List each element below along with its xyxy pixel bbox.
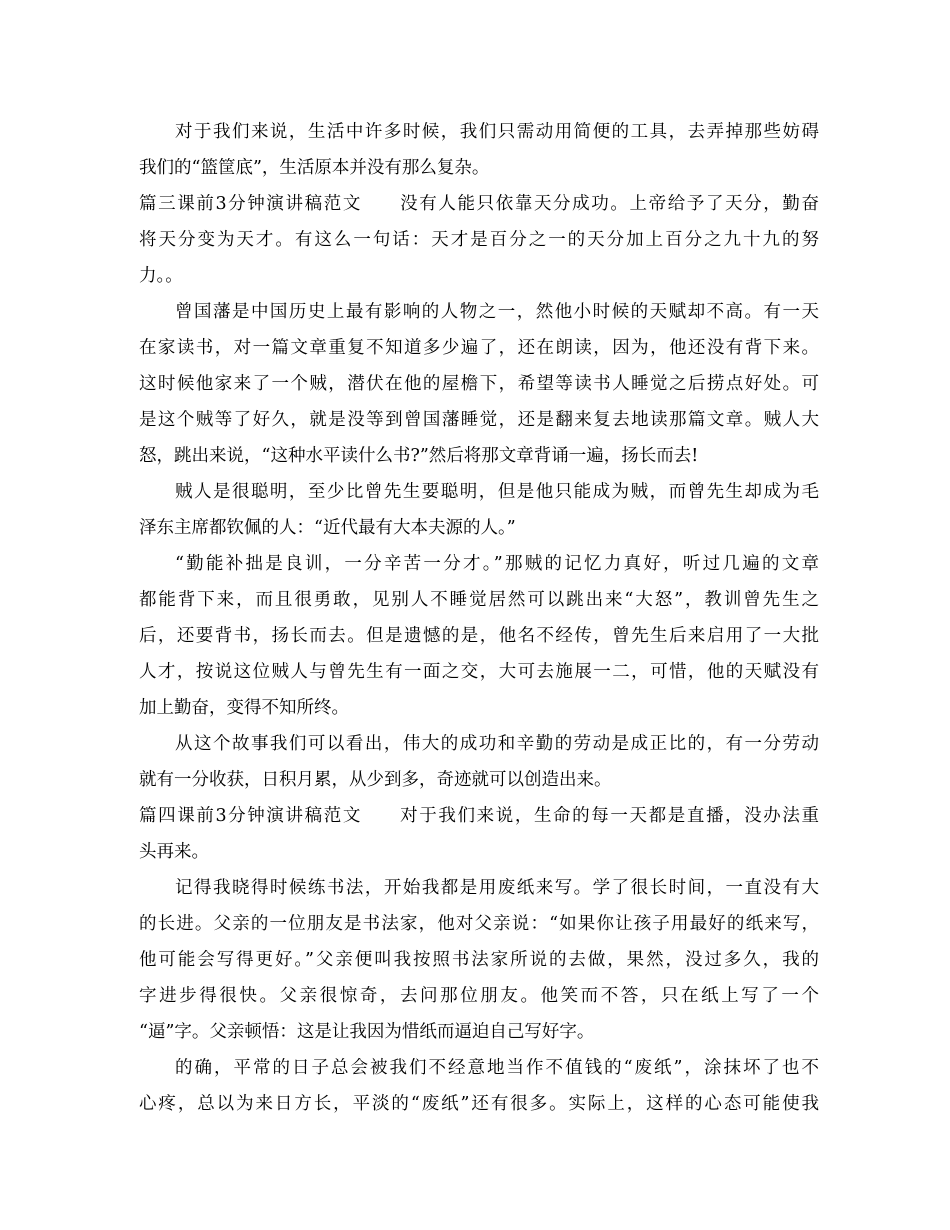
text-line: 力。。 <box>139 266 183 286</box>
section-heading-line: 篇三课前3分钟演讲稿范文 没有人能只依靠天分成功。上帝给予了天分，勤奋 <box>139 194 819 214</box>
text-line: “勤能补拙是良训，一分辛苦一分才。”那贼的记忆力真好，听过几遍的文章 <box>175 554 819 574</box>
text-line: 就有一分收获，日积月累，从少到多，奇迹就可以创造出来。 <box>139 770 612 790</box>
text-line: 他可能会写得更好。”父亲便叫我按照书法家所说的去做，果然，没过多久，我的 <box>139 950 819 970</box>
text-line: 加上勤奋，变得不知所终。 <box>139 698 349 718</box>
text-line: 都能背下来，而且很勇敢，见别人不睡觉居然可以跳出来“大怒”，教训曾先生之 <box>139 590 819 610</box>
text-line: 这时候他家来了一个贼，潜伏在他的屋檐下，希望等读书人睡觉之后捞点好处。可 <box>139 374 819 394</box>
text-line: 字进步得很快。父亲很惊奇，去问那位朋友。他笑而不答，只在纸上写了一个 <box>139 986 819 1006</box>
text-line: 头再来。 <box>139 842 209 862</box>
text-line: 将天分变为天才。有这么一句话：天才是百分之一的天分加上百分之九十九的努 <box>139 230 819 250</box>
text-line: 人才，按说这位贼人与曾先生有一面之交，大可去施展一二，可惜，他的天赋没有 <box>139 662 819 682</box>
text-line: 的确，平常的日子总会被我们不经意地当作不值钱的“废纸”，涂抹坏了也不 <box>175 1058 819 1078</box>
text-line: 的长进。父亲的一位朋友是书法家，他对父亲说：“如果你让孩子用最好的纸来写， <box>139 914 819 934</box>
text-line: 曾国藩是中国历史上最有影响的人物之一，然他小时候的天赋却不高。有一天 <box>175 302 819 322</box>
text-line: 贼人是很聪明，至少比曾先生要聪明，但是他只能成为贼，而曾先生却成为毛 <box>175 482 819 502</box>
text-line: 怒，跳出来说，“这种水平读什么书?”然后将那文章背诵一遍，扬长而去! <box>139 446 699 466</box>
text-line: 我们的“篮筐底”，生活原本并没有那么复杂。 <box>139 158 490 178</box>
text-line: 在家读书，对一篇文章重复不知道多少遍了，还在朗读，因为，他还没有背下来。 <box>139 338 819 358</box>
text-line: 后，还要背书，扬长而去。但是遗憾的是，他名不经传，曾先生后来启用了一大批 <box>139 626 819 646</box>
section-heading-line: 篇四课前3分钟演讲稿范文 对于我们来说，生命的每一天都是直播，没办法重 <box>139 806 819 826</box>
text-line: 泽东主席都钦佩的人：“近代最有大本夫源的人。” <box>139 518 516 538</box>
text-line: 是这个贼等了好久，就是没等到曾国藩睡觉，还是翻来复去地读那篇文章。贼人大 <box>139 410 819 430</box>
text-line: 对于我们来说，生活中许多时候，我们只需动用简便的工具，去弄掉那些妨碍 <box>175 122 819 142</box>
text-line: 记得我晓得时候练书法，开始我都是用废纸来写。学了很长时间，一直没有大 <box>175 878 819 898</box>
text-line: “逼”字。父亲顿悟：这是让我因为惜纸而逼迫自己写好字。 <box>139 1022 595 1042</box>
text-line: 心疼，总以为来日方长，平淡的“废纸”还有很多。实际上，这样的心态可能使我 <box>139 1094 819 1114</box>
text-line: 从这个故事我们可以看出，伟大的成功和辛勤的劳动是成正比的，有一分劳动 <box>175 734 819 754</box>
